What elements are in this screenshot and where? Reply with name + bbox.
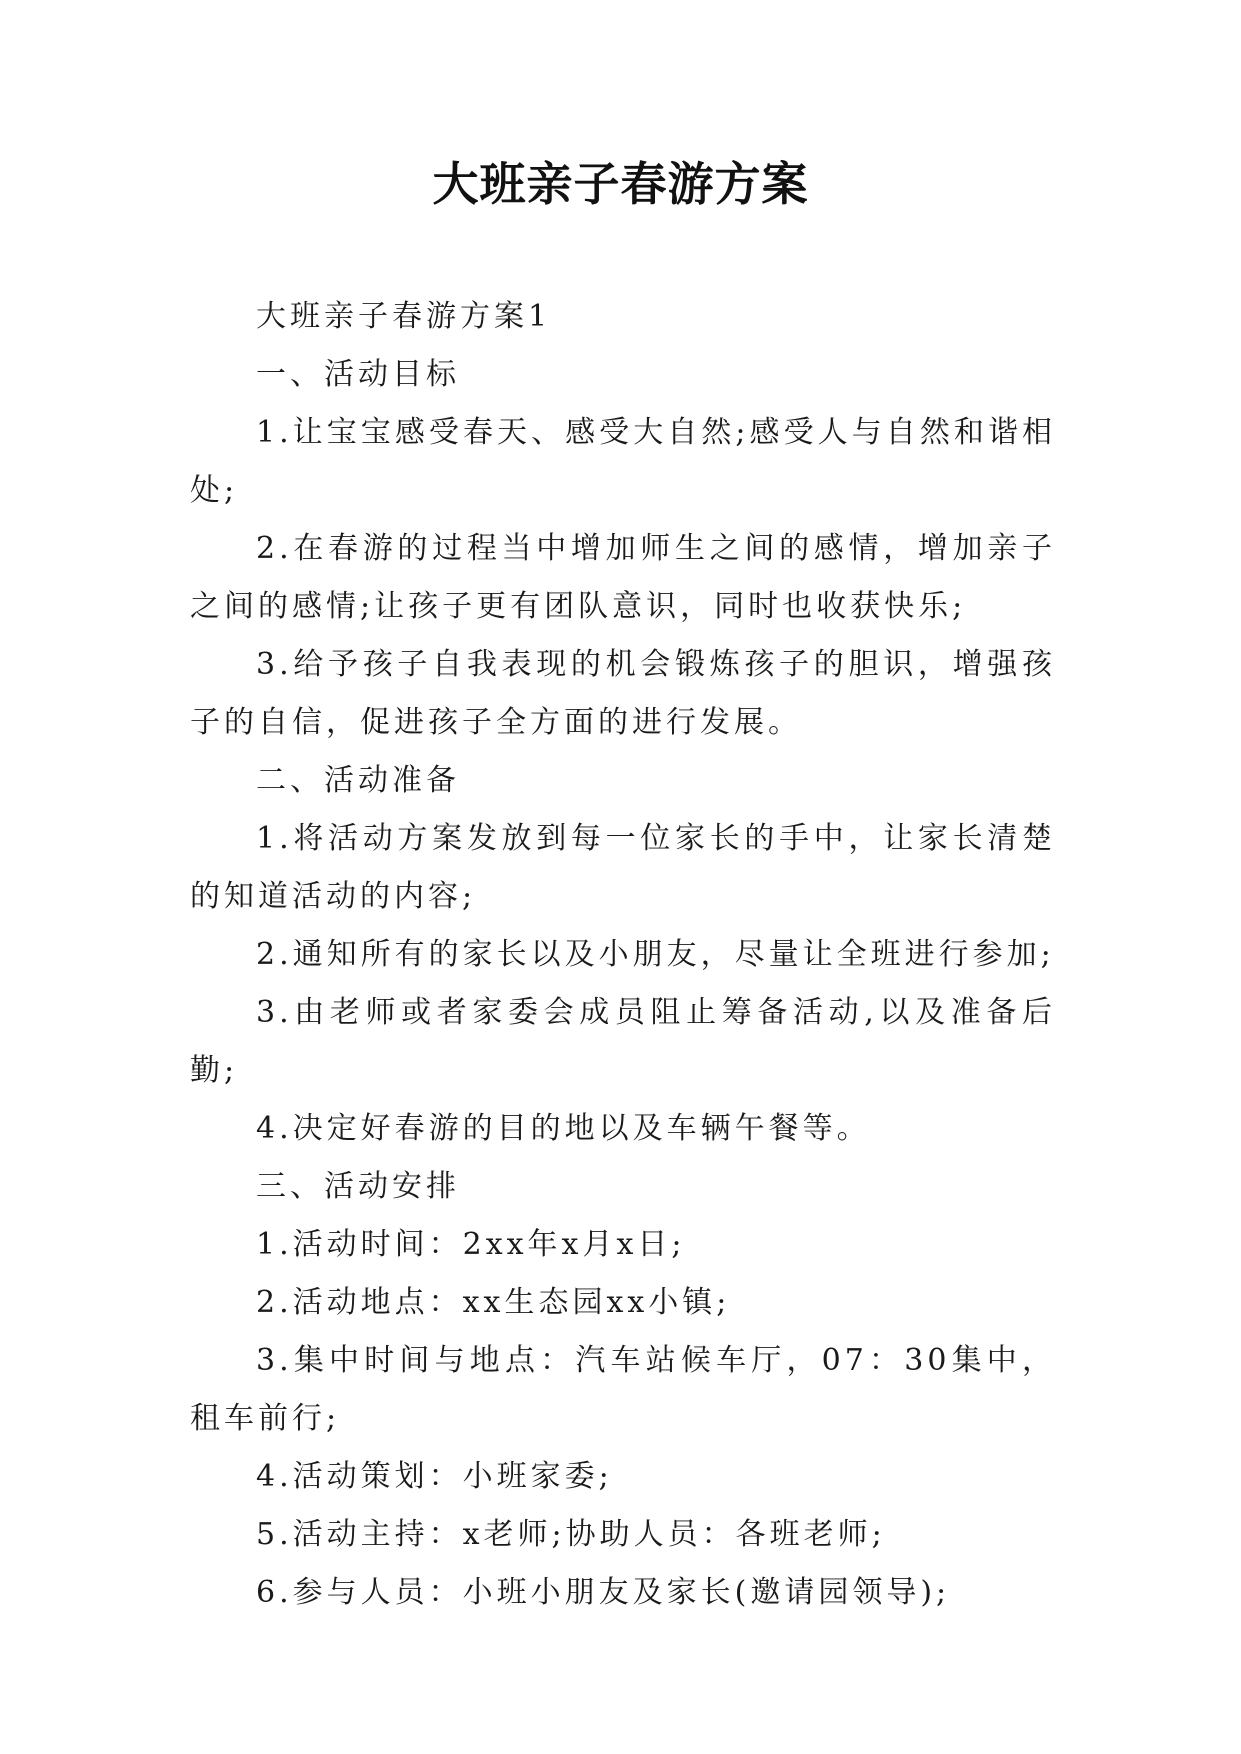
paragraph-prep-3: 3.由老师或者家委会成员阻止筹备活动,以及准备后勤; <box>190 995 1056 1088</box>
paragraph-prep-1: 1.将活动方案发放到每一位家长的手中，让家长清楚的知道活动的内容; <box>190 821 1056 914</box>
paragraph-arrange-6: 6.参与人员：小班小朋友及家长(邀请园领导); <box>256 1575 951 1610</box>
paragraph-arrange-2: 2.活动地点：xx生态园xx小镇; <box>256 1285 731 1320</box>
paragraph-arrange-1: 1.活动时间：2xx年x月x日; <box>256 1227 686 1262</box>
paragraph-arrange-5: 5.活动主持：x老师;协助人员：各班老师; <box>256 1517 886 1552</box>
section-heading-arrangement: 三、活动安排 <box>256 1169 460 1204</box>
paragraph-prep-2: 2.通知所有的家长以及小朋友，尽量让全班进行参加; <box>256 937 1055 972</box>
section-heading-goals: 一、活动目标 <box>256 357 460 392</box>
paragraph-goal-3: 3.给予孩子自我表现的机会锻炼孩子的胆识，增强孩子的自信，促进孩子全方面的进行发展。 <box>190 647 1056 740</box>
document-title: 大班亲子春游方案 <box>432 157 809 211</box>
document-body <box>190 288 1056 1622</box>
paragraph-goal-2: 2.在春游的过程当中增加师生之间的感情，增加亲子之间的感情;让孩子更有团队意识，同时也收获快乐; <box>190 531 1056 624</box>
paragraph-arrange-4: 4.活动策划：小班家委; <box>256 1459 613 1494</box>
paragraph-prep-4: 4.决定好春游的目的地以及车辆午餐等。 <box>256 1111 871 1146</box>
paragraph-arrange-3: 3.集中时间与地点：汽车站候车厅，07：30集中，租车前行; <box>190 1343 1056 1436</box>
paragraph-goal-1: 1.让宝宝感受春天、感受大自然;感受人与自然和谐相处; <box>190 415 1056 508</box>
paragraph-heading-plan-1: 大班亲子春游方案1 <box>256 299 552 334</box>
section-heading-preparation: 二、活动准备 <box>256 763 460 798</box>
